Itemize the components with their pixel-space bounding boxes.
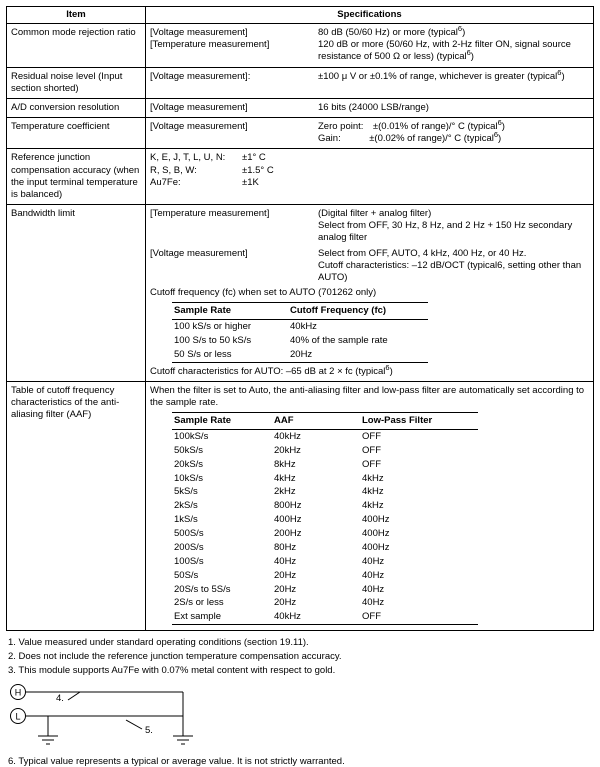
spec-pair-value: 16 bits (24000 LSB/range) — [318, 101, 429, 113]
cell-aaf: 2kHz — [274, 486, 296, 498]
table-row — [7, 149, 594, 205]
row-item-label: Residual noise level (Input section shorted) — [7, 67, 146, 98]
wiring-diagram-svg — [8, 682, 268, 754]
inner-header-row — [172, 413, 478, 430]
row-spec-content — [146, 381, 594, 630]
spec-pair — [150, 130, 589, 145]
cutoff-auto-heading: Cutoff frequency (fc) when set to AUTO (701262 only) — [150, 286, 377, 298]
cell-low-pass-filter: 4kHz — [362, 500, 384, 512]
cell-cutoff: 20Hz — [288, 348, 428, 362]
cell-low-pass-filter: 4kHz — [362, 472, 384, 484]
cell-low-pass-filter: OFF — [362, 444, 381, 456]
svg-text:4.: 4. — [56, 692, 64, 704]
cell-aaf: 200Hz — [274, 528, 302, 540]
cell-low-pass-filter: 400Hz — [362, 541, 390, 553]
inner-header-row — [172, 303, 428, 320]
spec-pair-continuation — [150, 220, 589, 244]
cell-low-pass-filter: OFF — [362, 430, 381, 442]
cell-aaf: 40Hz — [274, 555, 297, 567]
row-item-label: Common mode rejection ratio — [7, 24, 146, 67]
row-item-label: Bandwidth limit — [7, 205, 146, 382]
table-row — [172, 472, 478, 486]
cell-aaf: 400Hz — [274, 514, 302, 526]
footnote-2: 2. Does not include the reference junction temperature compensation accuracy. — [8, 650, 342, 662]
spec-pair-value: Cutoff characteristics: –12 dB/OCT (typical6, setting other than AUTO) — [318, 259, 582, 283]
svg-text:H: H — [14, 687, 22, 698]
cell-sample-rate: 100kS/s — [174, 430, 209, 442]
footnote-6: 6. Typical value represents a typical or average value. It is not strictly warranted. — [8, 755, 345, 767]
spec-pair-value: ±100 μ V or ±0.1% of range, whichever is greater (typical$^6$) — [318, 67, 565, 82]
spec-pair — [150, 102, 589, 114]
cell-low-pass-filter: 40Hz — [362, 597, 385, 609]
cell-aaf: 40kHz — [272, 610, 360, 624]
table-row — [7, 98, 594, 117]
cell-sample-rate: 20kS/s — [174, 458, 204, 470]
spec-pair-value: Select from OFF, 30 Hz, 8 Hz, and 2 Hz + 150 Hz secondary analog filter — [318, 220, 573, 244]
cutoff-auto-note: Cutoff characteristics for AUTO: –65 dB at 2 × fc (typical$^6$) — [150, 362, 393, 377]
spec-pair-value: ±1K — [242, 176, 259, 188]
cell-sample-rate: 50 S/s or less — [172, 348, 288, 362]
specifications-table — [6, 6, 594, 631]
spec-pair-label: [Voltage measurement] — [150, 101, 248, 113]
inner-column-header: AAF — [272, 413, 360, 430]
table-row — [172, 429, 478, 443]
spec-pair — [150, 208, 589, 220]
row-item-label: A/D conversion resolution — [7, 98, 146, 117]
cell-aaf: 20Hz — [274, 583, 297, 595]
inner-column-header: Low-Pass Filter — [360, 413, 478, 430]
spec-pair-value: ±1° C — [242, 152, 266, 164]
cell-aaf: 40kHz — [274, 430, 301, 442]
spec-pair-label: R, S, B, W: — [150, 164, 197, 176]
spec-pair-label: [Voltage measurement] — [150, 121, 248, 133]
cell-low-pass-filter: 400Hz — [362, 514, 390, 526]
spec-pair — [150, 67, 589, 83]
spec-pair-value: 120 dB or more (50/60 Hz, with 2-Hz filter ON, signal source resistance of 500 Ω or less) (typical$^6$) — [318, 39, 571, 63]
cell-cutoff: 40% of the sample rate — [290, 334, 388, 346]
cell-sample-rate: Ext sample — [172, 610, 272, 624]
spec-pair-value: Zero point: ±(0.01% of range)/° C (typical$^6$) — [318, 117, 505, 133]
row-spec-content — [146, 205, 594, 382]
spec-pair — [150, 39, 589, 63]
footnote-3: 3. This module supports Au7Fe with 0.07% metal content with respect to gold. — [8, 664, 336, 676]
cell-sample-rate: 2kS/s — [174, 500, 198, 512]
cell-low-pass-filter: OFF — [360, 610, 478, 624]
table-header-row — [7, 7, 594, 24]
row-spec-content — [146, 98, 594, 117]
footnote-1: 1. Value measured under standard operating conditions (section 19.11). — [8, 637, 309, 649]
cell-sample-rate: 100S/s — [174, 555, 204, 567]
svg-text:5.: 5. — [145, 724, 153, 736]
cutoff-frequency-table — [172, 302, 428, 363]
cell-sample-rate: 10kS/s — [174, 472, 204, 484]
table-row — [172, 541, 478, 555]
table-row — [172, 610, 478, 624]
cell-low-pass-filter: 4kHz — [362, 486, 384, 498]
spec-pair — [150, 24, 589, 39]
spec-pair-continuation — [150, 260, 589, 284]
cell-low-pass-filter: 40Hz — [362, 569, 385, 581]
cell-aaf: 20Hz — [274, 569, 297, 581]
table-row — [172, 444, 478, 458]
table-row — [172, 527, 478, 541]
cell-aaf: 8kHz — [274, 458, 296, 470]
table-row — [7, 67, 594, 98]
table-row-aaf — [7, 381, 594, 630]
inner-column-header: Cutoff Frequency (fc) — [288, 303, 428, 320]
cell-aaf: 80Hz — [274, 541, 297, 553]
spec-pair — [150, 248, 589, 260]
cell-sample-rate: 100 S/s to 50 kS/s — [174, 334, 252, 346]
spec-pair-value: 80 dB (50/60 Hz) or more (typical$^6$) — [318, 24, 466, 39]
cell-cutoff: 40kHz — [290, 321, 317, 332]
row-spec-content — [146, 118, 594, 149]
row-spec-content — [146, 149, 594, 205]
spec-pair-value: Select from OFF, AUTO, 4 kHz, 400 Hz, or 40 Hz. — [318, 247, 527, 259]
cell-aaf: 20Hz — [274, 597, 297, 609]
cell-low-pass-filter: 40Hz — [362, 583, 385, 595]
cell-sample-rate: 20S/s to 5S/s — [174, 583, 231, 595]
cell-sample-rate: 50kS/s — [174, 444, 204, 456]
spec-pair-label: [Temperature measurement] — [150, 39, 270, 51]
spec-pair-label: [Temperature measurement] — [150, 208, 270, 220]
spec-pair-label: Au7Fe: — [150, 176, 181, 188]
cell-sample-rate: 2S/s or less — [174, 597, 224, 609]
inner-column-header: Sample Rate — [172, 303, 288, 320]
table-row — [172, 458, 478, 472]
inner-column-header: Sample Rate — [172, 413, 272, 430]
table-row — [172, 499, 478, 513]
cutoff-frequency-body — [172, 320, 428, 363]
cell-aaf: 20kHz — [274, 444, 301, 456]
table-row — [172, 555, 478, 569]
svg-text:L: L — [15, 711, 21, 722]
spec-pair-value: ±1.5° C — [242, 164, 274, 176]
cell-sample-rate: 200S/s — [174, 541, 204, 553]
cell-low-pass-filter: OFF — [362, 458, 381, 470]
table-row — [172, 320, 428, 334]
table-row — [172, 485, 478, 499]
spec-pair-label: [Voltage measurement] — [150, 247, 248, 259]
cell-sample-rate: 1kS/s — [174, 514, 198, 526]
row-item-label: Table of cutoff frequency characteristics of the anti-aliasing filter (AAF) — [7, 381, 146, 630]
aaf-intro-text: When the filter is set to Auto, the anti-aliasing filter and low-pass filter are automatically set according to the sample rate. — [150, 384, 585, 408]
table-row — [172, 513, 478, 527]
wiring-diagram — [8, 682, 594, 754]
table-row — [172, 583, 478, 597]
row-spec-content — [146, 67, 594, 98]
spec-pair-label: [Voltage measurement] — [150, 27, 248, 39]
spec-pair-label: [Voltage measurement]: — [150, 70, 251, 82]
cell-sample-rate: 50S/s — [174, 569, 199, 581]
cell-sample-rate: 500S/s — [174, 528, 204, 540]
spec-pair — [150, 117, 589, 133]
row-item-label: Temperature coefficient — [7, 118, 146, 149]
spec-pair — [150, 152, 589, 164]
cell-sample-rate: 5kS/s — [174, 486, 198, 498]
aaf-table — [172, 412, 478, 625]
cell-low-pass-filter: 400Hz — [362, 528, 390, 540]
cell-aaf: 800Hz — [274, 500, 302, 512]
aaf-table-body — [172, 429, 478, 624]
cell-sample-rate: 100 kS/s or higher — [174, 321, 252, 332]
spec-pair-label: K, E, J, T, L, U, N: — [150, 152, 226, 164]
spec-pair-value: Gain: ±(0.02% of range)/° C (typical$^6$) — [318, 130, 502, 145]
table-row — [172, 348, 428, 362]
table-row — [172, 334, 428, 348]
table-row — [172, 596, 478, 610]
row-item-label: Reference junction compensation accuracy (when the input terminal temperature is balanced) — [7, 149, 146, 205]
cell-aaf: 4kHz — [274, 472, 296, 484]
column-header-specifications: Specifications — [146, 7, 594, 24]
table-row — [7, 24, 594, 67]
spec-pair — [150, 177, 589, 189]
table-row — [172, 569, 478, 583]
column-header-item: Item — [7, 7, 146, 24]
table-row — [7, 118, 594, 149]
table-row-bandwidth-limit — [7, 205, 594, 382]
row-spec-content — [146, 24, 594, 67]
spec-pair-value: (Digital filter + analog filter) — [318, 208, 432, 220]
spec-pair — [150, 165, 589, 177]
footnotes — [8, 636, 594, 677]
cell-low-pass-filter: 40Hz — [362, 555, 385, 567]
